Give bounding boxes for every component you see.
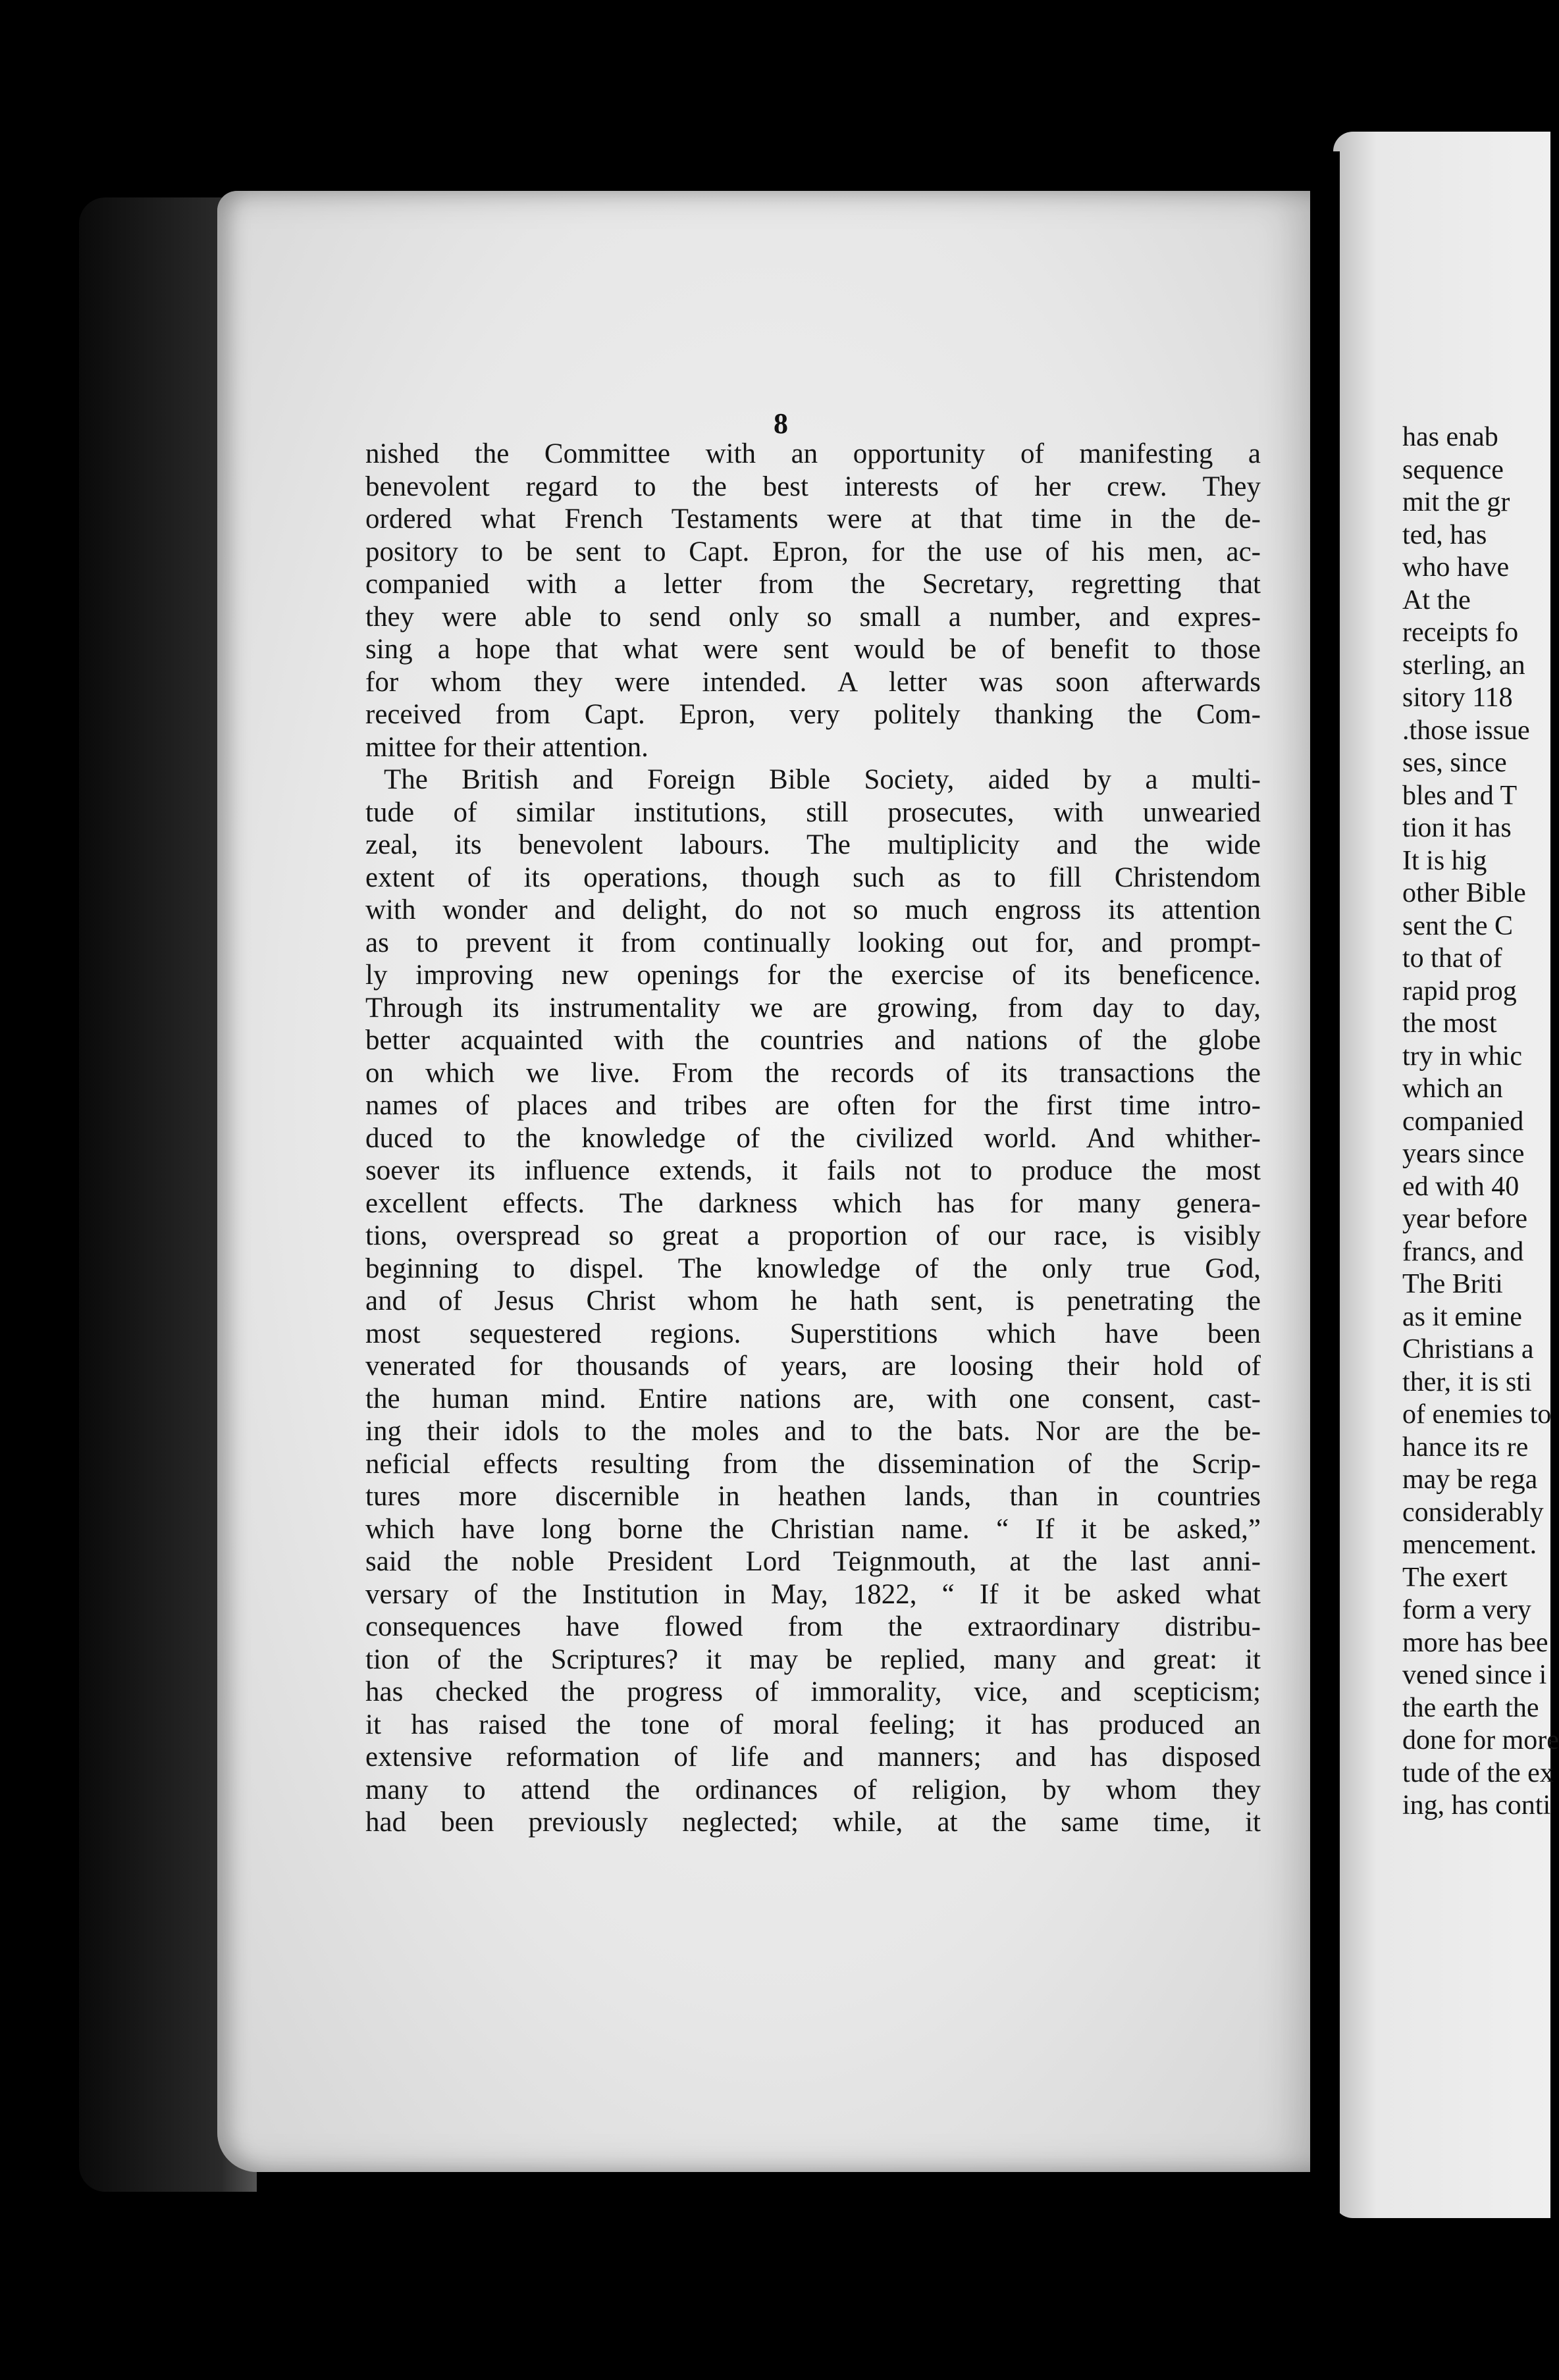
text-line: ly improving new openings for the exercise of its beneficence. [365, 960, 1261, 991]
text-line: which have long borne the Christian name. “ If it be asked,” [365, 1513, 1261, 1545]
text-line: sequence [1402, 454, 1504, 485]
text-line: may be rega [1402, 1464, 1538, 1495]
text-line: mencement. [1402, 1530, 1537, 1560]
left-page-text [365, 438, 1261, 1839]
text-line: done for more [1402, 1725, 1559, 1755]
text-line: names of places and tribes are often for the first time intro- [365, 1090, 1261, 1121]
page-gutter [1310, 151, 1340, 2231]
text-line: Christians a [1402, 1334, 1534, 1364]
text-line: .those issue [1402, 715, 1530, 746]
text-line: to that of [1402, 943, 1502, 973]
text-line: tions, overspread so great a proportion of our race, is visibly [365, 1220, 1261, 1251]
text-line: ing, has conti [1402, 1790, 1551, 1821]
text-line: form a very [1402, 1595, 1531, 1625]
text-line: who have [1402, 552, 1510, 582]
text-line: extent of its operations, though such as to fill Christendom [365, 862, 1261, 893]
text-line: sitory 118 [1402, 683, 1513, 713]
text-line: ed with 40 [1402, 1171, 1519, 1202]
text-line: sing a hope that what were sent would be of benefit to those [365, 634, 1261, 665]
text-line: bles and T [1402, 780, 1518, 811]
text-line: and of Jesus Christ whom he hath sent, is penetrating the [365, 1285, 1261, 1316]
text-line: many to attend the ordinances of religion, by whom they [365, 1774, 1261, 1805]
text-line: The exert [1402, 1562, 1508, 1593]
text-line: companied [1402, 1106, 1524, 1137]
text-line: better acquainted with the countries and nations of the globe [365, 1025, 1261, 1056]
text-line: the earth the [1402, 1692, 1539, 1723]
text-line: other Bible [1402, 878, 1526, 908]
text-line: with wonder and delight, do not so much engross its attention [365, 894, 1261, 925]
text-line: consequences have flowed from the extraordinary distribu- [365, 1611, 1261, 1642]
text-line: year before [1402, 1204, 1528, 1234]
text-line: sterling, an [1402, 650, 1525, 681]
text-line: mit the gr [1402, 487, 1510, 517]
text-line: for whom they were intended. A letter was soon afterwards [365, 666, 1261, 698]
text-line: venerated for thousands of years, are loosing their hold of [365, 1351, 1261, 1382]
text-line: it has raised the tone of moral feeling; it has produced an [365, 1709, 1261, 1740]
right-page-text [1402, 421, 1559, 1823]
text-line: benevolent regard to the best interests of her crew. They [365, 471, 1261, 502]
text-line: more has bee [1402, 1627, 1548, 1658]
text-line: zeal, its benevolent labours. The multiplicity and the wide [365, 829, 1261, 860]
text-line: nished the Committee with an opportunity of manifesting a [365, 438, 1261, 469]
text-line: try in whic [1402, 1041, 1522, 1072]
text-line: soever its influence extends, it fails not to produce the most [365, 1155, 1261, 1186]
text-line: vened since i [1402, 1660, 1547, 1690]
text-line: of enemies to [1402, 1399, 1552, 1430]
text-line: excellent effects. The darkness which has for many genera- [365, 1187, 1261, 1219]
text-line: rapid prog [1402, 975, 1517, 1006]
text-line: has checked the progress of immorality, vice, and scepticism; [365, 1676, 1261, 1707]
text-line: ses, since [1402, 748, 1507, 778]
text-line: they were able to send only so small a number, and expres- [365, 601, 1261, 633]
text-line: pository to be sent to Capt. Epron, for the use of his men, ac- [365, 536, 1261, 567]
text-line: At the [1402, 584, 1471, 615]
text-line: ted, has [1402, 519, 1487, 550]
text-line: extensive reformation of life and manners; and has disposed [365, 1742, 1261, 1772]
text-line: ordered what French Testaments were at that time in the de- [365, 504, 1261, 534]
text-line: francs, and [1402, 1236, 1524, 1267]
text-line: has enab [1402, 422, 1498, 452]
text-line: The Briti [1402, 1269, 1503, 1299]
text-line: as to prevent it from continually looking out for, and prompt- [365, 927, 1261, 958]
text-line: neficial effects resulting from the dissemination of the Scrip- [365, 1448, 1261, 1480]
text-line: received from Capt. Epron, very politely thanking the Com- [365, 699, 1261, 730]
text-line: ing their idols to the moles and to the bats. Nor are the be- [365, 1416, 1261, 1447]
text-line: companied with a letter from the Secretary, regretting that [365, 569, 1261, 600]
text-line: years since [1402, 1139, 1525, 1169]
text-line: It is hig [1402, 845, 1487, 876]
text-line: said the noble President Lord Teignmouth, at the last anni- [365, 1546, 1261, 1577]
text-line: beginning to dispel. The knowledge of the only true God, [365, 1253, 1261, 1284]
text-line: tion it has [1402, 813, 1512, 843]
text-line: tion of the Scriptures? it may be replied, many and great: it [365, 1643, 1261, 1675]
text-line: the most [1402, 1008, 1497, 1039]
text-line: versary of the Institution in May, 1822, “ If it be asked what [365, 1578, 1261, 1610]
text-line: The British and Foreign Bible Society, aided by a multi- [384, 764, 1261, 795]
text-line: tude of similar institutions, still prosecutes, with unwearied [365, 796, 1261, 828]
text-line: which an [1402, 1074, 1503, 1104]
text-line: had been previously neglected; while, at the same time, it [365, 1807, 1261, 1838]
text-line: receipts fo [1402, 617, 1519, 648]
page-number: 8 [774, 407, 788, 440]
text-line: tude of the ex [1402, 1757, 1554, 1788]
text-line: ther, it is sti [1402, 1366, 1532, 1397]
text-line: as it emine [1402, 1301, 1522, 1332]
text-line: duced to the knowledge of the civilized world. And whither- [365, 1122, 1261, 1154]
text-line: tures more discernible in heathen lands, than in countries [365, 1481, 1261, 1512]
text-line: hance its re [1402, 1432, 1529, 1462]
text-line: sent the C [1402, 910, 1513, 941]
text-line: considerably [1402, 1497, 1544, 1528]
text-line: the human mind. Entire nations are, with one consent, cast- [365, 1383, 1261, 1414]
text-line: on which we live. From the records of its transactions the [365, 1057, 1261, 1089]
text-line: mittee for their attention. [365, 731, 648, 763]
text-line: Through its instrumentality we are growing, from day to day, [365, 992, 1261, 1023]
text-line: most sequestered regions. Superstitions which have been [365, 1318, 1261, 1349]
